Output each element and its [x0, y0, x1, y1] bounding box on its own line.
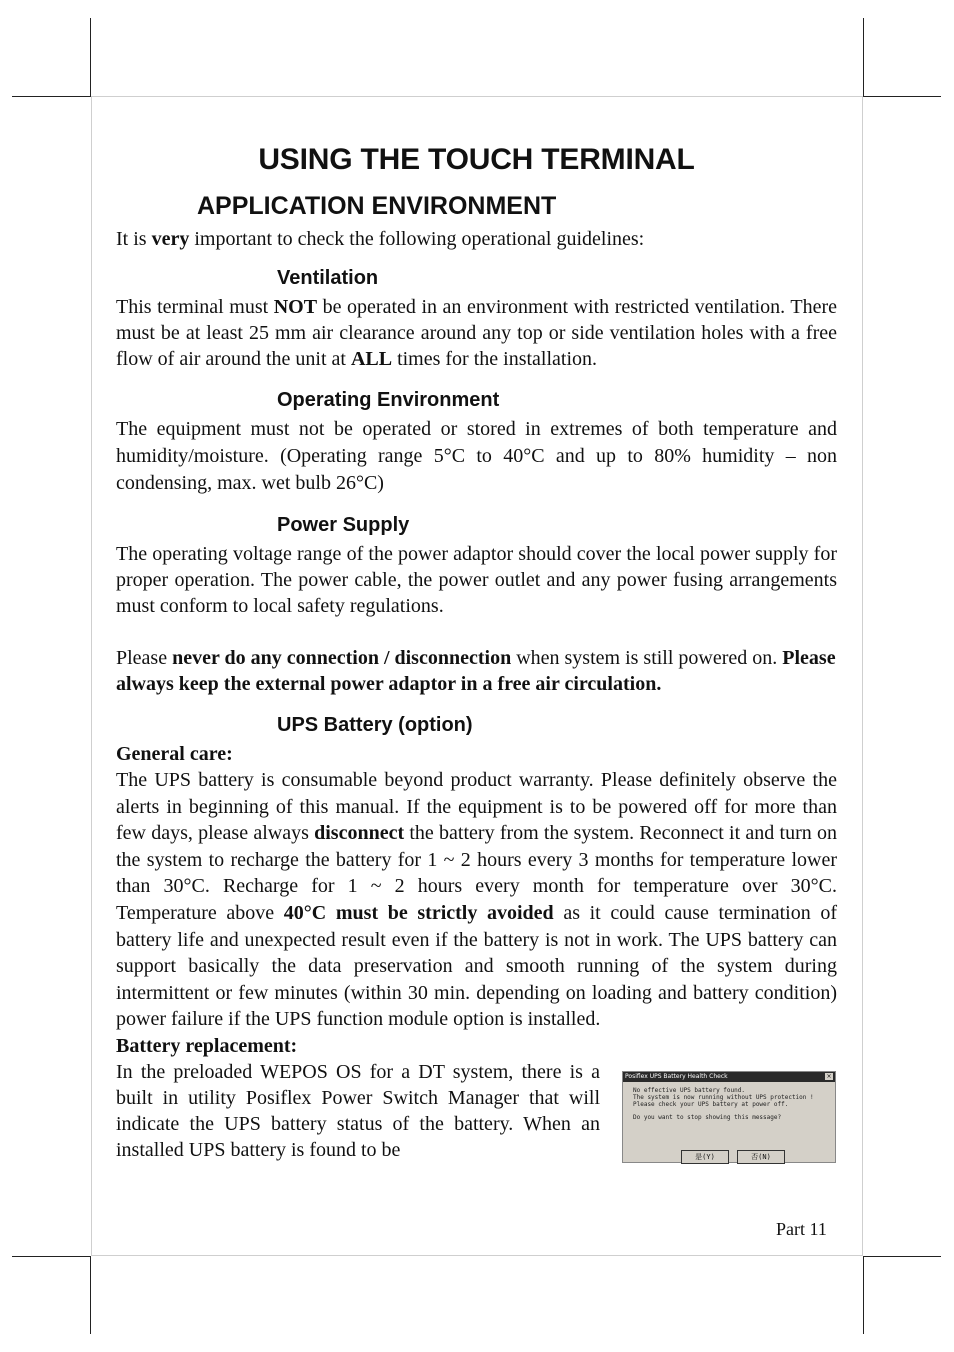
power-warning-text: when system is still powered on. — [511, 647, 783, 669]
operating-paragraph: The equipment must not be operated or stored in extremes of both temperature and humidity/moisture. (Operating range 5°C to 40°C and up to 80% humidity – non condensing, max. wet bulb 26°C) — [116, 418, 837, 494]
power-warning-paragraph — [116, 645, 837, 697]
ventilation-text: times for the installation. — [392, 348, 598, 370]
intro-text: It is — [116, 228, 152, 250]
general-care-label: General care: — [116, 743, 233, 765]
crop-mark — [12, 96, 91, 97]
ventilation-emphasis: NOT — [273, 296, 318, 318]
power-warning-text: Please — [116, 647, 173, 669]
page-number: Part 11 — [776, 1219, 827, 1239]
dialog-titlebar — [623, 1072, 835, 1082]
crop-mark — [863, 96, 941, 97]
crop-mark — [863, 18, 864, 96]
battery-replacement-label: Battery replacement: — [116, 1034, 298, 1057]
crop-mark — [90, 18, 91, 96]
dialog-title: Posiflex UPS Battery Health Check — [625, 1072, 728, 1080]
care-emphasis: 40°C must be strictly avoided — [283, 901, 554, 924]
yes-button: 是(Y) — [681, 1150, 729, 1164]
power-paragraph: The operating voltage range of the power adaptor should cover the local power supply for proper operation. The power cable, the power outlet and any power fusing arrangements must conform to local safety regulations. — [116, 543, 837, 617]
dialog-line: No effective UPS battery found. — [633, 1086, 745, 1094]
intro-paragraph — [116, 226, 837, 252]
dialog-buttons — [681, 1144, 793, 1164]
power-warning-emphasis: never do any connection / disconnection — [172, 647, 512, 669]
power-heading: Power Supply — [277, 514, 410, 536]
crop-mark — [90, 1256, 91, 1334]
ventilation-text: This terminal must — [116, 296, 274, 318]
crop-mark — [12, 1256, 91, 1257]
no-button: 否(N) — [737, 1150, 785, 1164]
ventilation-emphasis: ALL — [350, 348, 393, 370]
dialog-message — [623, 1082, 835, 1121]
ventilation-text: be operated in an environment with restricted ventilation. There must be at least 25 mm air clearance around any top or side ventilation holes with a free flow of air around the unit at — [116, 296, 837, 370]
care-emphasis: disconnect — [314, 822, 405, 845]
ups-health-dialog-screenshot — [622, 1071, 836, 1163]
dialog-line: The system is now running without UPS protection ! — [633, 1093, 814, 1101]
intro-text: important to check the following operational guidelines: — [189, 228, 645, 250]
care-text: as it could cause termination of battery life and unexpected result even if the battery is not in work. The UPS battery can support basically the data preservation and smooth running of the system during intermittent or few minutes (within 30 min. depending on loading and battery condition) power failure if the UPS function module option is installed. — [116, 901, 838, 1031]
close-icon: × — [826, 1072, 832, 1080]
replacement-block — [116, 1059, 837, 1163]
ups-heading: UPS Battery (option) — [277, 714, 473, 736]
ventilation-paragraph — [116, 294, 837, 372]
crop-mark — [863, 1256, 941, 1257]
ventilation-heading: Ventilation — [277, 267, 379, 289]
page-title: USING THE TOUCH TERMINAL — [258, 143, 695, 176]
crop-mark — [863, 1256, 864, 1334]
general-care-paragraph — [116, 767, 837, 1033]
dialog-line: Do you want to stop showing this message? — [633, 1113, 782, 1121]
battery-replacement-paragraph: In the preloaded WEPOS OS for a DT system, there is a built in utility Posiflex Power Switch Manager that will indicate the UPS battery status of the battery. When an installed UPS battery is found to be — [116, 1060, 600, 1161]
care-text: The UPS battery is consumable beyond product warranty. Please definitely observe the alerts in beginning of this manual. If the equipment is to be powered off for more than few days, please always — [116, 769, 837, 845]
dialog-line: Please check your UPS battery at power off. — [633, 1100, 789, 1108]
power-warning-emphasis: Please always keep the external power adaptor in a free air circulation. — [116, 647, 836, 695]
intro-emphasis: very — [151, 228, 190, 250]
care-text: the battery from the system. Reconnect it and turn on the system to recharge the battery for 1 ~ 2 hours every 3 months for temperature lower than 30°C. Recharge for 1 ~ 2 hours every month for temperature over 30°C. Temperature above — [116, 822, 837, 924]
section-title: APPLICATION ENVIRONMENT — [197, 192, 557, 220]
page-content — [116, 140, 837, 1163]
operating-heading: Operating Environment — [277, 389, 500, 411]
